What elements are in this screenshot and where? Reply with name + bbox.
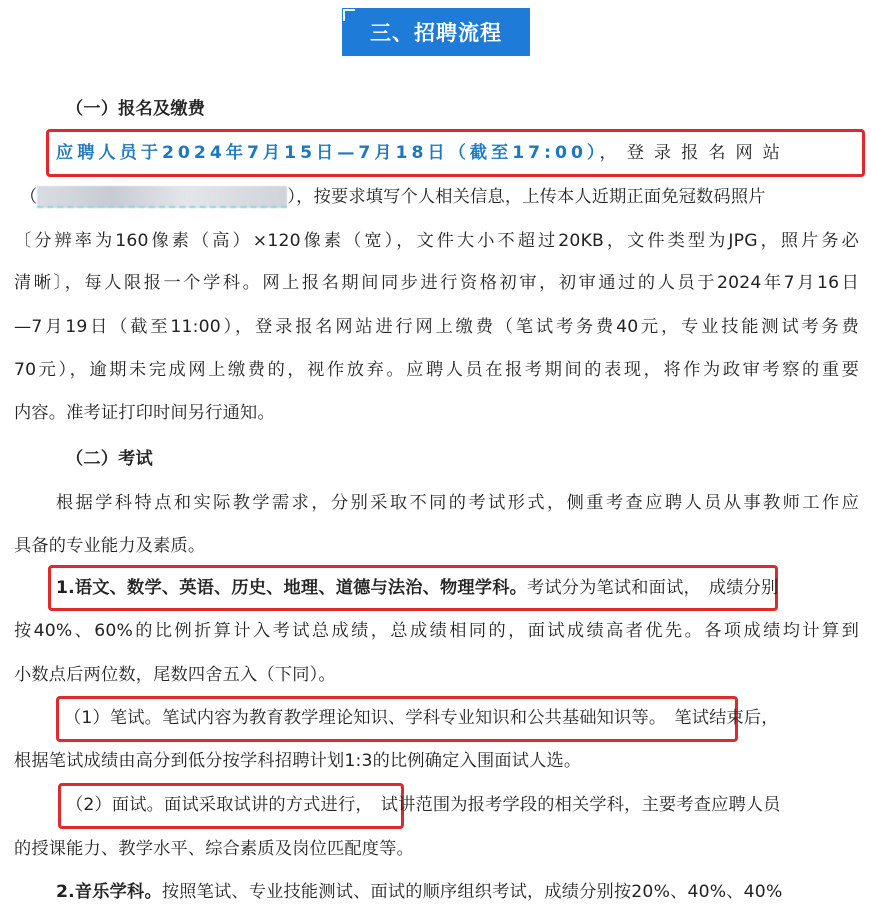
registration-site-text: ，登录报名网站 [599, 143, 790, 163]
para-line: 根据学科特点和实际教学需求，分别采取不同的考试形式，侧重考查应聘人员从事教师工作应 [56, 493, 859, 513]
interview-line [66, 794, 859, 816]
para-line: 具备的专业能力及素质。 [14, 536, 206, 556]
subjects-tail: 成绩分别 [708, 578, 779, 598]
section-banner [342, 8, 530, 56]
banner-corner-mark [343, 9, 355, 21]
para-line: 〔分辨率为160像素（高）×120像素（宽），文件大小不超过20KB，文件类型为JPG，照片务必 [14, 231, 859, 251]
registration-dates: 应聘人员于2024年7月15日—7月18日（截至17:00） [56, 143, 600, 163]
para-line: 70元），逾期未完成网上缴费的，视作放弃。应聘人员在报考期间的表现，将作为政审考察的重要 [14, 360, 859, 380]
para-line [20, 186, 859, 208]
registration-dates-line [56, 142, 855, 164]
para-line: 的授课能力、教学水平、综合素质及岗位匹配度等。 [14, 839, 414, 859]
music-line [56, 881, 859, 903]
subjects-title: 1.语文、数学、英语、历史、地理、道德与法治、物理学科。 [56, 578, 527, 598]
para-line: —7月19日（截至11:00），登录报名网站进行网上缴费（笔试考务费40元，专业技能测试考务费 [14, 317, 859, 337]
para-line: 内容。准考证打印时间另行通知。 [14, 403, 275, 423]
music-text: 按照笔试、专业技能测试、面试的顺序组织考试，成绩分别按20%、40%、40% [161, 882, 783, 902]
para-line: 小数点后两位数，尾数四舍五入（下同）。 [14, 665, 336, 685]
written-exam-text: （1）笔试。笔试内容为教育教学理论知识、学科专业知识和公共基础知识等。 [64, 708, 667, 728]
banner-title: 三、招聘流程 [370, 21, 502, 45]
open-paren: （ [20, 187, 38, 207]
written-exam-line [64, 707, 859, 729]
subjects-desc: 考试分为笔试和面试， [526, 578, 701, 598]
written-exam-tail: 笔试结束后， [674, 708, 779, 728]
section-heading-exam: （二）考试 [66, 449, 153, 469]
para-line: 根据笔试成绩由高分到低分按学科招聘计划1:3的比例确定入围面试人选。 [14, 751, 582, 771]
para-text: ），按要求填写个人相关信息，上传本人近期正面免冠数码照片 [287, 187, 766, 207]
interview-text: （2）面试。面试采取试讲的方式进行， [66, 795, 373, 815]
subjects-line [56, 577, 859, 599]
interview-tail: 试讲范围为报考学段的相关学科，主要考查应聘人员 [380, 795, 781, 815]
para-line: 清晰〕，每人限报一个学科。网上报名期间同步进行资格初审，初审通过的人员于2024年7月16日 [14, 273, 859, 293]
music-title: 2.音乐学科。 [56, 882, 162, 902]
para-line: 按40%、60%的比例折算计入考试总成绩，总成绩相同的，面试成绩高者优先。各项成绩均计算到 [14, 621, 859, 641]
section-heading-registration: （一）报名及缴费 [66, 99, 206, 119]
redacted-url [37, 186, 287, 208]
